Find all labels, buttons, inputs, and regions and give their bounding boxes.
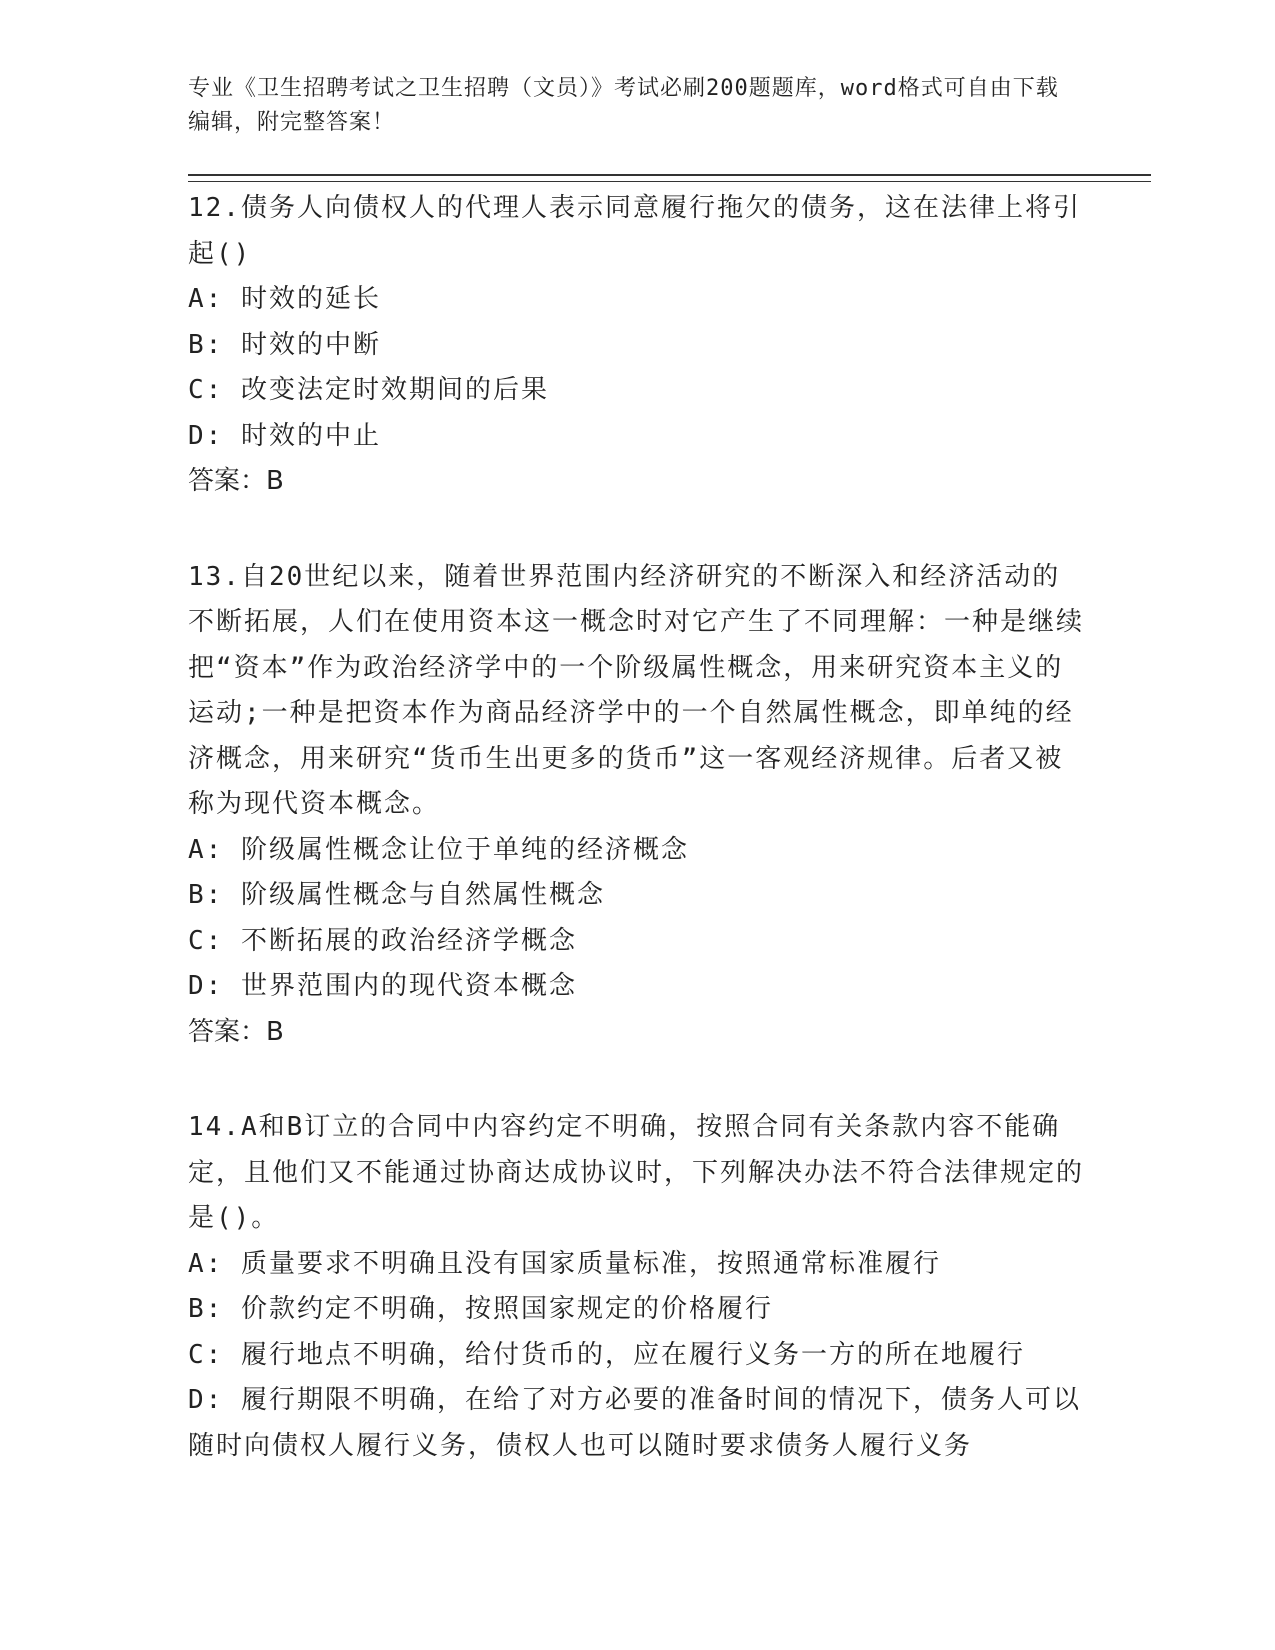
option-c: C: 不断拓展的政治经济学概念	[188, 925, 577, 956]
option-b: B: 价款约定不明确，按照国家规定的价格履行	[188, 1294, 773, 1324]
header-divider	[188, 174, 1151, 176]
option-c: C: 改变法定时效期间的后果	[188, 375, 549, 405]
option-a: A: 时效的延长	[188, 284, 381, 314]
question-stem: 13.自20世纪以来，随着世界范围内经济研究的不断深入和经济活动的不断拓展，人们在使用资本这一概念时对它产生了不同理解：一种是继续把“资本”作为政治经济学中的一个阶级属性概念，用来研究资本主义的运动;一种是把资本作为商品经济学中的一个自然属性概念，即单纯的经济概念，用来研究“货币生出更多的货币”这一客观经济规律。后者又被称为现代资本概念。	[188, 561, 1085, 819]
question-12	[188, 186, 1088, 505]
question-14	[188, 1105, 1088, 1469]
option-d: D: 履行期限不明确，在给了对方必要的准备时间的情况下，债务人可以随时向债权人履行义务，债权人也可以随时要求债务人履行义务	[188, 1385, 1081, 1461]
option-c: C: 履行地点不明确，给付货币的，应在履行义务一方的所在地履行	[188, 1339, 1025, 1370]
option-a: A: 阶级属性概念让位于单纯的经济概念	[188, 834, 689, 865]
option-b: B: 阶级属性概念与自然属性概念	[188, 880, 605, 910]
option-a: A: 质量要求不明确且没有国家质量标准，按照通常标准履行	[188, 1248, 941, 1279]
answer: 答案：B	[188, 466, 284, 496]
answer: 答案：B	[188, 1016, 284, 1047]
option-b: B: 时效的中断	[188, 329, 381, 360]
option-d: D: 时效的中止	[188, 420, 381, 451]
question-list	[188, 186, 1088, 1519]
question-13	[188, 555, 1088, 1056]
question-stem: 14.A和B订立的合同中内容约定不明确，按照合同有关条款内容不能确定，且他们又不能通过协商达成协议时，下列解决办法不符合法律规定的是()。	[188, 1112, 1085, 1233]
document-header: 专业《卫生招聘考试之卫生招聘（文员）》考试必刷200题题库，word格式可自由下载编辑，附完整答案！	[188, 76, 1059, 135]
question-stem: 12.债务人向债权人的代理人表示同意履行拖欠的债务，这在法律上将引起()	[188, 193, 1081, 269]
option-d: D: 世界范围内的现代资本概念	[188, 971, 577, 1001]
header-divider-thin	[188, 181, 1151, 182]
